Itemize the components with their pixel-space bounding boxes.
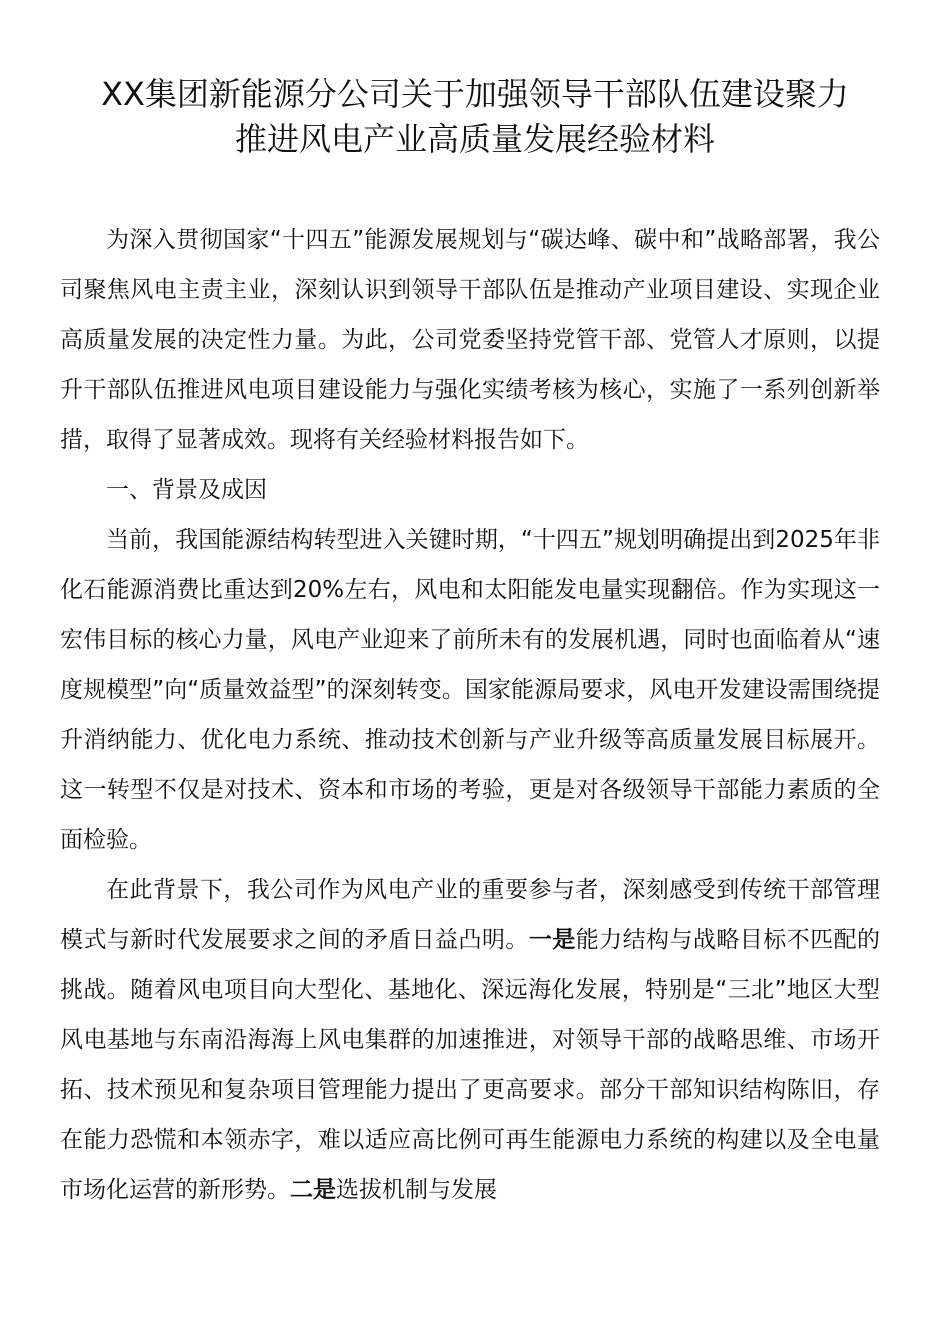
document-title-line-1: XX集团新能源分公司关于加强领导干部队伍建设聚力 bbox=[101, 75, 849, 113]
paragraph-background: 当前，我国能源结构转型进入关键时期，“十四五”规划明确提出到2025年非化石能源消费比重达到20%左右，风电和太阳能发电量实现翻倍。作为实现这一宏伟目标的核心力量，风电产业迎来了前所未有的发展机遇，同时也面临着从“速度规模型”向“质量效益型”的深刻转变。国家能源局要求，风电开发建设需围绕提升消纳能力、优化电力系统、推动技术创新与产业升级等高质量发展目标展开。这一转型不仅是对技术、资本和市场的考验，更是对各级领导干部能力素质的全面检验。 bbox=[60, 527, 880, 853]
paragraph-intro: 为深入贯彻国家“十四五”能源发展规划与“碳达峰、碳中和”战略部署，我公司聚焦风电主责主业，深刻认识到领导干部队伍是推动产业项目建设、实现企业高质量发展的决定性力量。为此，公司党委坚持党管干部、党管人才原则，以提升干部队伍推进风电项目建设能力与强化实绩考核为核心，实施了一系列创新举措，取得了显著成效。现将有关经验材料报告如下。 bbox=[60, 227, 880, 453]
emphasis-first: 一是 bbox=[528, 927, 576, 953]
document-title-line-2: 推进风电产业高质量发展经验材料 bbox=[234, 120, 715, 158]
paragraph-challenges-text-3: 选拔机制与发展 bbox=[336, 1177, 497, 1203]
emphasis-second: 二是 bbox=[290, 1177, 336, 1203]
section-heading-background: 一、背景及成因 bbox=[106, 477, 267, 503]
document-body bbox=[60, 215, 880, 1215]
paragraph-challenges bbox=[60, 865, 880, 1215]
paragraph-challenges-text-2: 能力结构与战略目标不匹配的挑战。随着风电项目向大型化、基地化、深远海化发展，特别是“三北”地区大型风电基地与东南沿海海上风电集群的加速推进，对领导干部的战略思维、市场开拓、技术预见和复杂项目管理能力提出了更高要求。部分干部知识结构陈旧，存在能力恐慌和本领赤字，难以适应高比例可再生能源电力系统的构建以及全电量市场化运营的新形势。 bbox=[60, 927, 881, 1203]
paragraph-challenges-text-1: 在此背景下，我公司作为风电产业的重要参与者，深刻感受到传统干部管理模式与新时代发展要求之间的矛盾日益凸明。 bbox=[60, 877, 880, 953]
